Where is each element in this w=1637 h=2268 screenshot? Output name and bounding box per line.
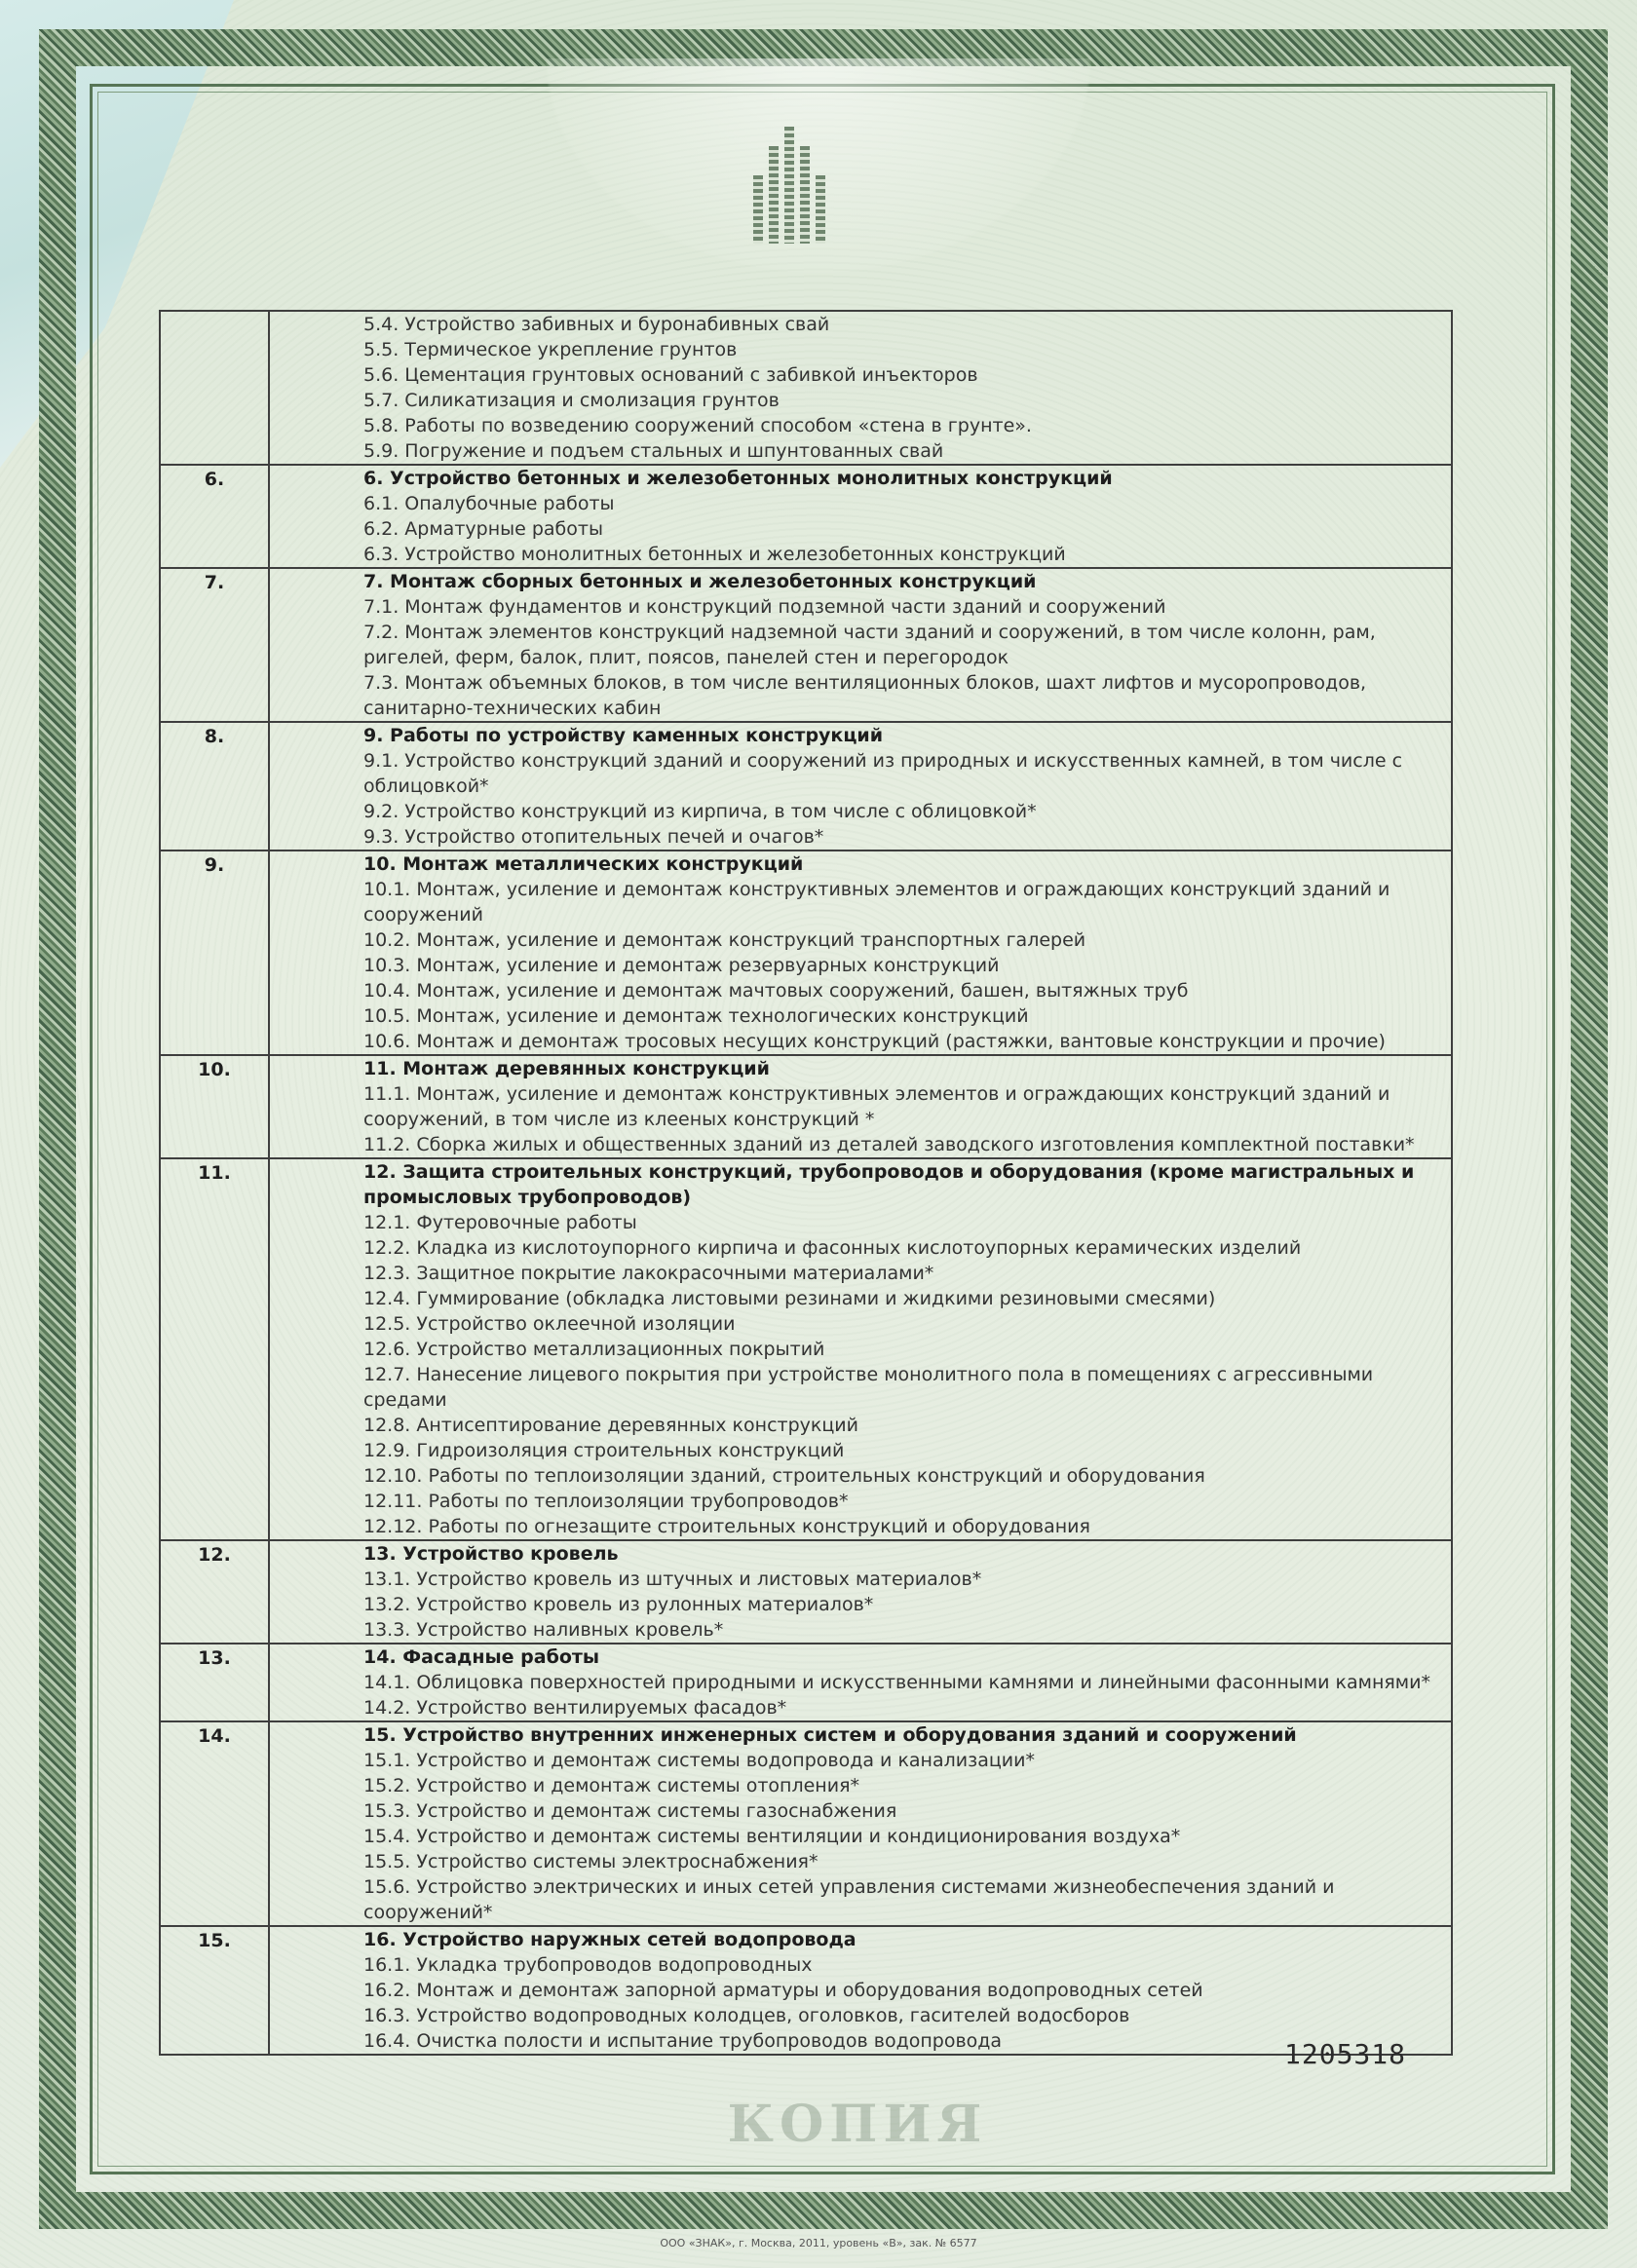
section-heading: 16. Устройство наружных сетей водопровода xyxy=(363,1929,857,1950)
work-item: 16.1. Укладка трубопроводов водопроводных xyxy=(363,1954,813,1976)
work-item: 16.4. Очистка полости и испытание трубопроводов водопровода xyxy=(363,2030,1003,2052)
row-number: 9. xyxy=(160,850,269,1055)
work-item: 14.2. Устройство вентилируемых фасадов* xyxy=(363,1697,787,1719)
row-number: 12. xyxy=(160,1540,269,1644)
work-item: 12.4. Гуммирование (обкладка листовыми резинами и жидкими резиновыми смесями) xyxy=(363,1288,1216,1309)
work-item: 12.6. Устройство металлизационных покрытий xyxy=(363,1339,825,1360)
row-number: 15. xyxy=(160,1926,269,2055)
section-heading: 6. Устройство бетонных и железобетонных монолитных конструкций xyxy=(363,468,1113,489)
copy-watermark: КОПИЯ xyxy=(727,2095,988,2154)
work-item: 9.2. Устройство конструкций из кирпича, в том числе с облицовкой* xyxy=(363,801,1037,822)
work-item: 15.4. Устройство и демонтаж системы вентиляции и кондиционирования воздуха* xyxy=(363,1826,1181,1847)
table-row xyxy=(160,1158,1452,1540)
work-item: 5.5. Термическое укрепление грунтов xyxy=(363,339,738,360)
work-item: 9.3. Устройство отопительных печей и очагов* xyxy=(363,826,824,848)
row-content xyxy=(269,1721,1452,1926)
row-number: 6. xyxy=(160,465,269,568)
table-row xyxy=(160,1644,1452,1721)
row-number: 11. xyxy=(160,1158,269,1540)
work-item: 10.1. Монтаж, усиление и демонтаж конструктивных элементов и ограждающих конструкций зданий и сооружений xyxy=(363,879,1390,926)
work-item: 15.2. Устройство и демонтаж системы отопления* xyxy=(363,1775,859,1796)
work-item: 5.6. Цементация грунтовых оснований с забивкой инъекторов xyxy=(363,364,978,386)
section-heading: 9. Работы по устройству каменных конструкций xyxy=(363,725,884,746)
row-number: 10. xyxy=(160,1055,269,1158)
row-content xyxy=(269,465,1452,568)
work-item: 13.3. Устройство наливных кровель* xyxy=(363,1619,724,1641)
table-row xyxy=(160,1926,1452,2055)
table-row xyxy=(160,568,1452,722)
work-item: 5.9. Погружение и подъем стальных и шпунтованных свай xyxy=(363,440,944,462)
row-content xyxy=(269,722,1452,850)
row-number: 14. xyxy=(160,1721,269,1926)
printer-imprint: ООО «ЗНАК», г. Москва, 2011, уровень «В», зак. № 6577 xyxy=(660,2237,977,2249)
work-item: 5.4. Устройство забивных и буронабивных свай xyxy=(363,314,830,335)
work-item: 10.2. Монтаж, усиление и демонтаж конструкций транспортных галерей xyxy=(363,929,1086,951)
row-number: 7. xyxy=(160,568,269,722)
table-row xyxy=(160,1721,1452,1926)
row-content xyxy=(269,1540,1452,1644)
work-item: 13.1. Устройство кровель из штучных и листовых материалов* xyxy=(363,1569,982,1590)
row-number: 8. xyxy=(160,722,269,850)
table-row xyxy=(160,1055,1452,1158)
table-row xyxy=(160,1540,1452,1644)
section-heading: 10. Монтаж металлических конструкций xyxy=(363,853,804,875)
section-heading: 13. Устройство кровель xyxy=(363,1543,619,1565)
work-item: 10.5. Монтаж, усиление и демонтаж технологических конструкций xyxy=(363,1005,1029,1027)
table-row xyxy=(160,311,1452,465)
row-number: 13. xyxy=(160,1644,269,1721)
row-content xyxy=(269,850,1452,1055)
serial-number: 1205318 xyxy=(1284,2038,1407,2070)
work-item: 12.10. Работы по теплоизоляции зданий, строительных конструкций и оборудования xyxy=(363,1465,1205,1487)
work-item: 13.2. Устройство кровель из рулонных материалов* xyxy=(363,1594,874,1615)
building-emblem-icon xyxy=(750,127,828,244)
table-row xyxy=(160,722,1452,850)
work-item: 9.1. Устройство конструкций зданий и сооружений из природных и искусственных камней, в том числе с облицовкой* xyxy=(363,750,1403,797)
row-content xyxy=(269,1926,1452,2055)
work-item: 12.3. Защитное покрытие лакокрасочными материалами* xyxy=(363,1263,934,1284)
work-item: 10.4. Монтаж, усиление и демонтаж мачтовых сооружений, башен, вытяжных труб xyxy=(363,980,1189,1002)
work-item: 15.5. Устройство системы электроснабжения* xyxy=(363,1851,818,1872)
work-item: 7.3. Монтаж объемных блоков, в том числе вентиляционных блоков, шахт лифтов и мусоропроводов, санитарно-технических кабин xyxy=(363,672,1367,719)
work-item: 5.7. Силикатизация и смолизация грунтов xyxy=(363,390,780,411)
work-item: 12.12. Работы по огнезащите строительных конструкций и оборудования xyxy=(363,1516,1090,1537)
work-item: 6.2. Арматурные работы xyxy=(363,518,603,540)
table-row xyxy=(160,465,1452,568)
work-item: 7.2. Монтаж элементов конструкций надземной части зданий и сооружений, в том числе колонн, рам, ригелей, ферм, балок, плит, поясов, панелей стен и перегородок xyxy=(363,622,1376,668)
work-item: 12.7. Нанесение лицевого покрытия при устройстве монолитного пола в помещениях с агрессивными средами xyxy=(363,1364,1374,1411)
work-item: 15.1. Устройство и демонтаж системы водопровода и канализации* xyxy=(363,1750,1035,1771)
section-heading: 11. Монтаж деревянных конструкций xyxy=(363,1058,770,1079)
work-item: 12.5. Устройство оклеечной изоляции xyxy=(363,1313,736,1335)
work-item: 15.6. Устройство электрических и иных сетей управления системами жизнеобеспечения зданий и сооружений* xyxy=(363,1876,1335,1923)
section-heading: 7. Монтаж сборных бетонных и железобетонных конструкций xyxy=(363,571,1037,592)
section-heading: 15. Устройство внутренних инженерных систем и оборудования зданий и сооружений xyxy=(363,1724,1297,1746)
work-item: 15.3. Устройство и демонтаж системы газоснабжения xyxy=(363,1800,897,1822)
permits-table xyxy=(159,310,1453,2056)
table-row xyxy=(160,850,1452,1055)
row-content xyxy=(269,1644,1452,1721)
work-item: 12.11. Работы по теплоизоляции трубопроводов* xyxy=(363,1491,849,1512)
section-heading: 14. Фасадные работы xyxy=(363,1646,600,1668)
work-item: 16.3. Устройство водопроводных колодцев, оголовков, гасителей водосборов xyxy=(363,2005,1130,2026)
work-item: 11.2. Сборка жилых и общественных зданий из деталей заводского изготовления комплектной поставки* xyxy=(363,1134,1415,1155)
work-item: 7.1. Монтаж фундаментов и конструкций подземной части зданий и сооружений xyxy=(363,596,1166,618)
work-item: 10.3. Монтаж, усиление и демонтаж резервуарных конструкций xyxy=(363,955,1000,976)
row-content xyxy=(269,568,1452,722)
work-item: 11.1. Монтаж, усиление и демонтаж конструктивных элементов и ограждающих конструкций зданий и сооружений, в том числе из клееных конструкций * xyxy=(363,1083,1390,1130)
work-item: 10.6. Монтаж и демонтаж тросовых несущих конструкций (растяжки, вантовые конструкции и прочие) xyxy=(363,1031,1386,1052)
row-content xyxy=(269,1055,1452,1158)
work-item: 14.1. Облицовка поверхностей природными и искусственными камнями и линейными фасонными камнями* xyxy=(363,1672,1430,1693)
row-content xyxy=(269,1158,1452,1540)
section-heading: 12. Защита строительных конструкций, трубопроводов и оборудования (кроме магистральных и промысловых трубопроводов) xyxy=(363,1161,1415,1208)
work-item: 16.2. Монтаж и демонтаж запорной арматуры и оборудования водопроводных сетей xyxy=(363,1980,1203,2001)
work-item: 12.9. Гидроизоляция строительных конструкций xyxy=(363,1440,845,1461)
work-item: 12.2. Кладка из кислотоупорного кирпича и фасонных кислотоупорных керамических изделий xyxy=(363,1237,1302,1259)
work-item: 12.8. Антисептирование деревянных конструкций xyxy=(363,1415,858,1436)
row-content xyxy=(269,311,1452,465)
work-item: 12.1. Футеровочные работы xyxy=(363,1212,637,1233)
work-item: 6.3. Устройство монолитных бетонных и железобетонных конструкций xyxy=(363,544,1066,565)
work-item: 6.1. Опалубочные работы xyxy=(363,493,615,514)
work-item: 5.8. Работы по возведению сооружений способом «стена в грунте». xyxy=(363,415,1032,436)
row-number xyxy=(160,311,269,465)
